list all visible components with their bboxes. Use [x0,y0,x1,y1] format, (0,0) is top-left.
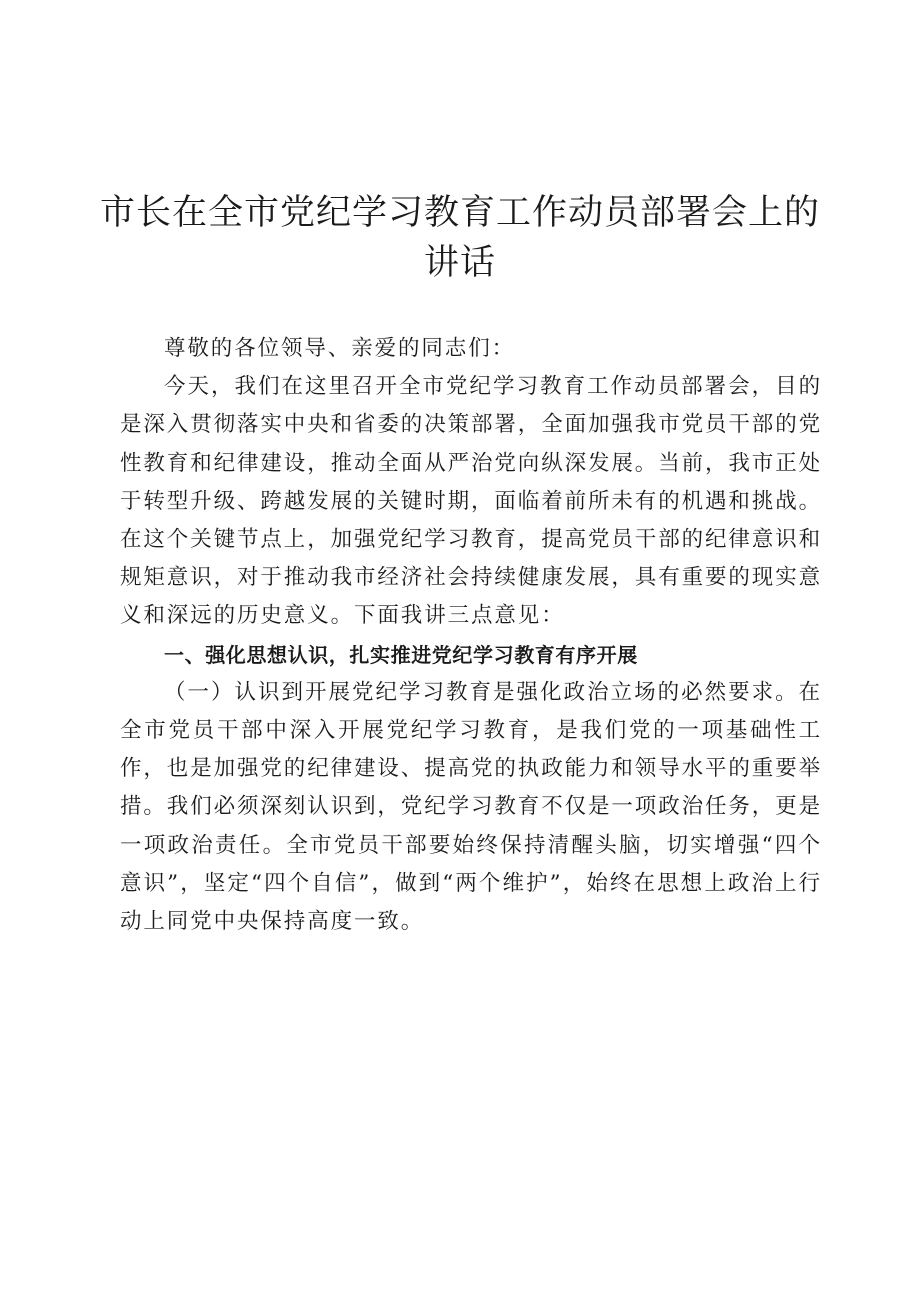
document-title [100,188,820,288]
title-line-2: 讲话 [423,243,496,283]
section-heading-1: 一、强化思想认识，扎实推进党纪学习教育有序开展 [164,642,638,667]
salutation: 尊敬的各位领导、亲爱的同志们： [164,336,516,361]
intro-paragraph: 今天，我们在这里召开全市党纪学习教育工作动员部署会，目的是深入贯彻落实中央和省委的决策部署，全面加强我市党员干部的党性教育和纪律建设，推动全面从严治党向纵深发展。当前，我市正处于转型升级、跨越发展的关键时期，面临着前所未有的机遇和挑战。在这个关键节点上，加强党纪学习教育，提高党员干部的纪律意识和规矩意识，对于推动我市经济社会持续健康发展，具有重要的现实意义和深远的历史意义。下面我讲三点意见： [120,374,823,629]
title-line-1: 市长在全市党纪学习教育工作动员部署会上的 [100,193,821,233]
subsection-paragraph-1: （一）认识到开展党纪学习教育是强化政治立场的必然要求。在全市党员干部中深入开展党纪学习教育，是我们党的一项基础性工作，也是加强党的纪律建设、提高党的执政能力和领导水平的重要举措。我们必须深刻认识到，党纪学习教育不仅是一项政治任务，更是一项政治责任。全市党员干部要始终保持清醒头脑，切实增强“四个意识”，坚定“四个自信”，做到“两个维护”，始终在思想上政治上行动上同党中央保持高度一致。 [120,679,823,935]
document-body [120,330,822,941]
